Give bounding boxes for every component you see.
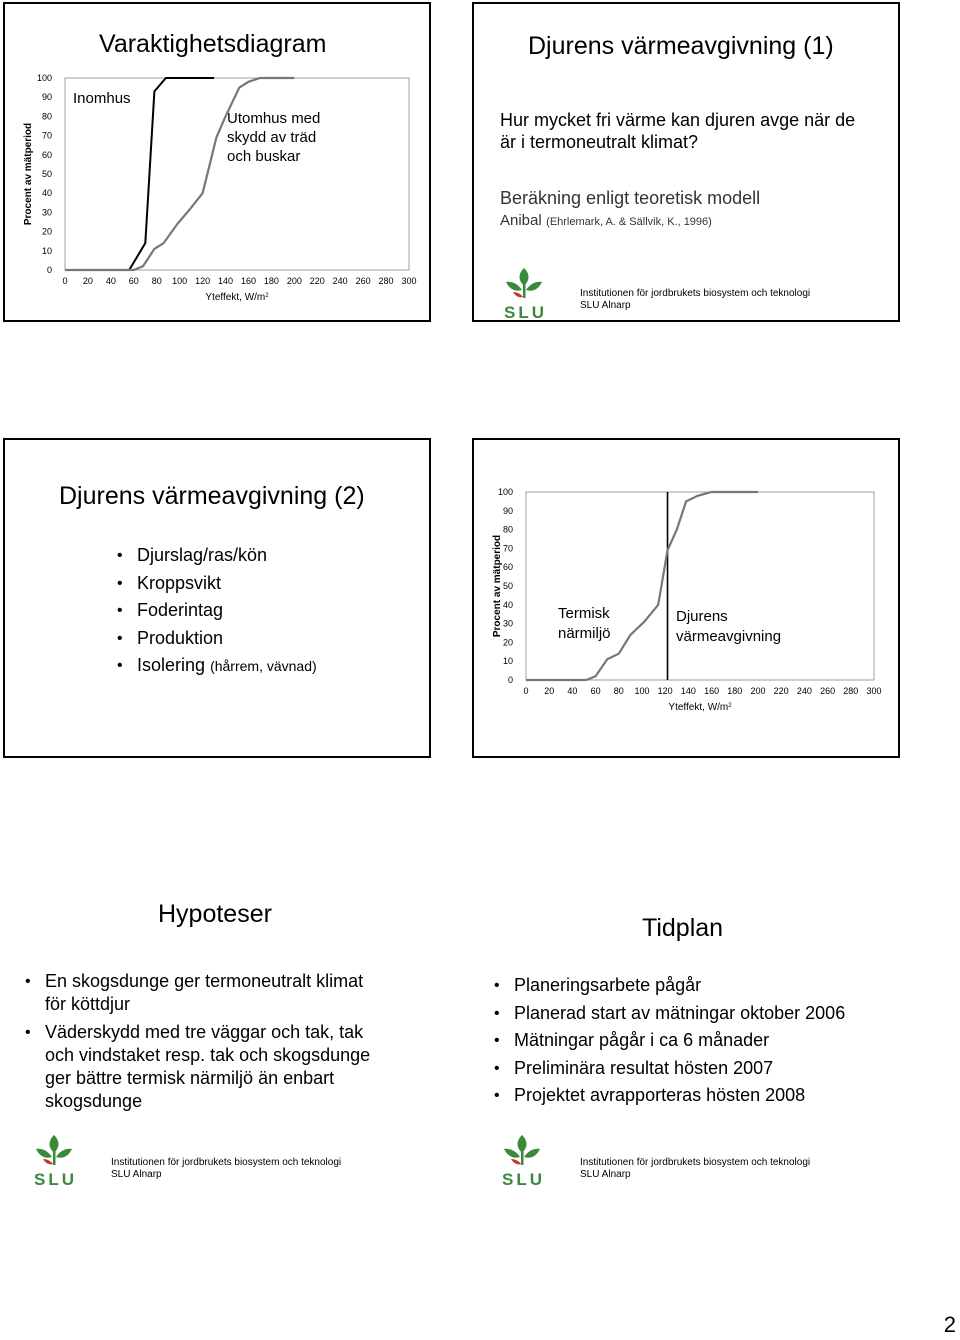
x-tick-label: 160 <box>240 276 256 286</box>
list-item: • Projektet avrapporteras hösten 2008 <box>492 1082 845 1110</box>
y-tick-label: 50 <box>502 581 513 591</box>
y-tick-label: 80 <box>502 524 513 535</box>
slu-logo-text: SLU <box>504 303 547 322</box>
slu-logo-text: SLU <box>34 1170 77 1189</box>
y-tick-label: 10 <box>41 245 52 256</box>
x-tick-label: 20 <box>82 276 93 286</box>
x-tick-label: 200 <box>286 276 302 286</box>
slide-varmeavgivning-1 <box>472 2 900 322</box>
slide-title: Tidplan <box>642 914 724 942</box>
list-item <box>23 1021 423 1113</box>
list-item-line: och vindstaket resp. tak och skogsdunge <box>45 1045 371 1065</box>
x-tick-label: 60 <box>590 686 601 696</box>
x-tick-label: 280 <box>843 686 859 696</box>
slide-title: Hypoteser <box>158 900 272 928</box>
anibal-label: Anibal <box>500 212 542 229</box>
x-tick-label: 0 <box>523 686 529 696</box>
method-line: Beräkning enligt teoretisk modell <box>500 188 761 208</box>
slide-title: Djurens värmeavgivning (1) <box>528 32 834 60</box>
y-tick-label: 10 <box>502 656 513 667</box>
list-item-detail: (hårrem, vävnad) <box>210 658 317 674</box>
x-axis-label: Yteffekt, $W/m^2$ <box>668 702 732 713</box>
leaf-emblem-icon <box>506 268 542 298</box>
list-item-line: • En skogsdunge ger termoneutralt klimat <box>45 971 364 991</box>
x-tick-label: 140 <box>680 686 696 696</box>
y-tick-label: 80 <box>41 111 52 122</box>
list-item: • Djurslag/ras/kön <box>115 542 317 570</box>
x-tick-label: 100 <box>172 276 188 286</box>
y-tick-label: 90 <box>41 92 52 103</box>
x-tick-label: 60 <box>128 276 139 286</box>
annotation-label: Inomhus <box>73 90 131 107</box>
factor-list <box>115 542 317 681</box>
anibal-citation: (Ehrlemark, A. & Sällvik, K., 1996) <box>546 216 712 228</box>
x-tick-label: 300 <box>866 686 882 696</box>
y-tick-label: 20 <box>41 226 52 237</box>
slide-varmeavgivning-2 <box>3 438 431 758</box>
y-tick-label: 60 <box>41 149 52 160</box>
list-item <box>115 652 317 681</box>
list-item: • Preliminära resultat hösten 2007 <box>492 1055 845 1083</box>
institution-footer-left <box>111 1157 341 1181</box>
x-tick-label: 260 <box>820 686 836 696</box>
page-number: 2 <box>943 1312 956 1337</box>
x-axis-label-superscript: 2 <box>728 703 732 709</box>
slide-tidplan <box>472 880 900 1130</box>
x-tick-label: 120 <box>195 276 211 286</box>
y-tick-label: 20 <box>502 637 513 648</box>
x-tick-label: 280 <box>378 276 394 286</box>
list-item-line: skogsdunge <box>45 1091 143 1111</box>
y-tick-label: 70 <box>41 130 52 141</box>
list-item <box>23 970 423 1016</box>
question-line: Hur mycket fri värme kan djuren avge när de <box>500 110 856 130</box>
duration-chart-2 <box>474 440 898 756</box>
slide-title: Djurens värmeavgivning (2) <box>59 482 365 510</box>
slu-footer <box>500 266 550 327</box>
x-tick-label: 120 <box>657 686 673 696</box>
list-item: • Planeringsarbete pågår <box>492 972 845 1000</box>
y-tick-label: 30 <box>502 618 513 629</box>
institution-name: Institutionen för jordbrukets biosystem och teknologi <box>580 1157 811 1168</box>
x-axis-label: Yteffekt, $W/m^2$ <box>205 292 269 303</box>
y-tick-label: 100 <box>36 73 52 83</box>
slu-logo <box>30 1133 80 1189</box>
y-axis-label: Procent av mätperiod <box>492 534 503 638</box>
question-text <box>500 109 900 153</box>
leaf-emblem-icon <box>36 1135 72 1165</box>
institution-location: SLU Alnarp <box>580 300 631 311</box>
annotation-label: värmeavgivning <box>676 628 782 645</box>
list-item-line: • Väderskydd med tre väggar och tak, tak <box>45 1022 364 1042</box>
institution-name: Institutionen för jordbrukets biosystem och teknologi <box>580 288 811 299</box>
x-tick-label: 40 <box>567 686 578 696</box>
institution-name: Institutionen för jordbrukets biosystem och teknologi <box>111 1157 342 1168</box>
list-item-label: Isolering <box>137 655 206 675</box>
list-item: • Foderintag <box>115 597 317 625</box>
list-item: • Produktion <box>115 625 317 653</box>
x-tick-label: 40 <box>105 276 116 286</box>
slu-logo <box>500 266 550 322</box>
x-tick-label: 260 <box>355 276 371 286</box>
x-tick-label: 240 <box>332 276 348 286</box>
x-tick-label: 180 <box>727 686 743 696</box>
list-item-line: för köttdjur <box>45 994 131 1014</box>
y-tick-label: 0 <box>46 265 52 275</box>
x-tick-label: 300 <box>401 276 417 286</box>
y-tick-label: 30 <box>41 207 52 218</box>
x-tick-label: 220 <box>773 686 789 696</box>
x-tick-label: 80 <box>151 276 162 286</box>
y-tick-label: 40 <box>41 188 52 199</box>
x-axis-label-superscript: 2 <box>265 293 269 299</box>
x-tick-label: 240 <box>796 686 812 696</box>
y-tick-label: 0 <box>507 675 513 685</box>
x-tick-label: 80 <box>613 686 624 696</box>
y-tick-label: 70 <box>502 543 513 554</box>
list-item-line: ger bättre termisk närmiljö än enbart <box>45 1068 335 1088</box>
x-tick-label: 220 <box>309 276 325 286</box>
series-line-termisk <box>526 492 758 680</box>
anibal-reference <box>500 212 712 230</box>
slu-footer-left <box>30 1133 80 1194</box>
plot-frame <box>526 492 874 680</box>
x-tick-label: 140 <box>218 276 234 286</box>
question-line: är i termoneutralt klimat? <box>500 132 699 152</box>
x-tick-label: 100 <box>634 686 650 696</box>
slide-comparison-chart <box>472 438 900 758</box>
list-item: • Planerad start av mätningar oktober 2006 <box>492 1000 845 1028</box>
annotation-label: Termisk <box>558 605 610 622</box>
hypothesis-list <box>23 970 423 1113</box>
institution-footer-right <box>580 1157 810 1181</box>
y-tick-label: 50 <box>41 169 52 179</box>
annotation-label: Utomhus med <box>227 110 321 127</box>
annotation-label: skydd av träd <box>227 129 317 146</box>
slide-hypoteser <box>3 880 431 1130</box>
x-tick-label: 200 <box>750 686 766 696</box>
y-axis-label: Procent av mätperiod <box>23 122 34 226</box>
list-item: • Mätningar pågår i ca 6 månader <box>492 1027 845 1055</box>
annotation-label: Djurens <box>676 608 728 625</box>
x-tick-label: 160 <box>704 686 720 696</box>
institution-footer <box>580 288 810 312</box>
slu-footer-right <box>498 1133 548 1194</box>
x-tick-label: 20 <box>544 686 555 696</box>
list-item: • Kroppsvikt <box>115 570 317 598</box>
slide-title: Varaktighetsdiagram <box>99 30 327 58</box>
x-tick-label: 180 <box>263 276 279 286</box>
slu-logo <box>498 1133 548 1189</box>
institution-location: SLU Alnarp <box>580 1169 631 1180</box>
y-tick-label: 40 <box>502 599 513 610</box>
slu-logo-text: SLU <box>502 1170 545 1189</box>
x-tick-label: 0 <box>62 276 68 286</box>
annotation-label: närmiljö <box>558 625 611 642</box>
leaf-emblem-icon <box>504 1135 540 1165</box>
annotation-label: och buskar <box>227 148 301 165</box>
duration-chart-1 <box>5 4 429 320</box>
y-tick-label: 100 <box>497 487 513 497</box>
y-tick-label: 60 <box>502 562 513 573</box>
timeline-list <box>492 972 845 1110</box>
institution-location: SLU Alnarp <box>111 1169 162 1180</box>
slide-varaktighetsdiagram <box>3 2 431 322</box>
y-tick-label: 90 <box>502 505 513 516</box>
